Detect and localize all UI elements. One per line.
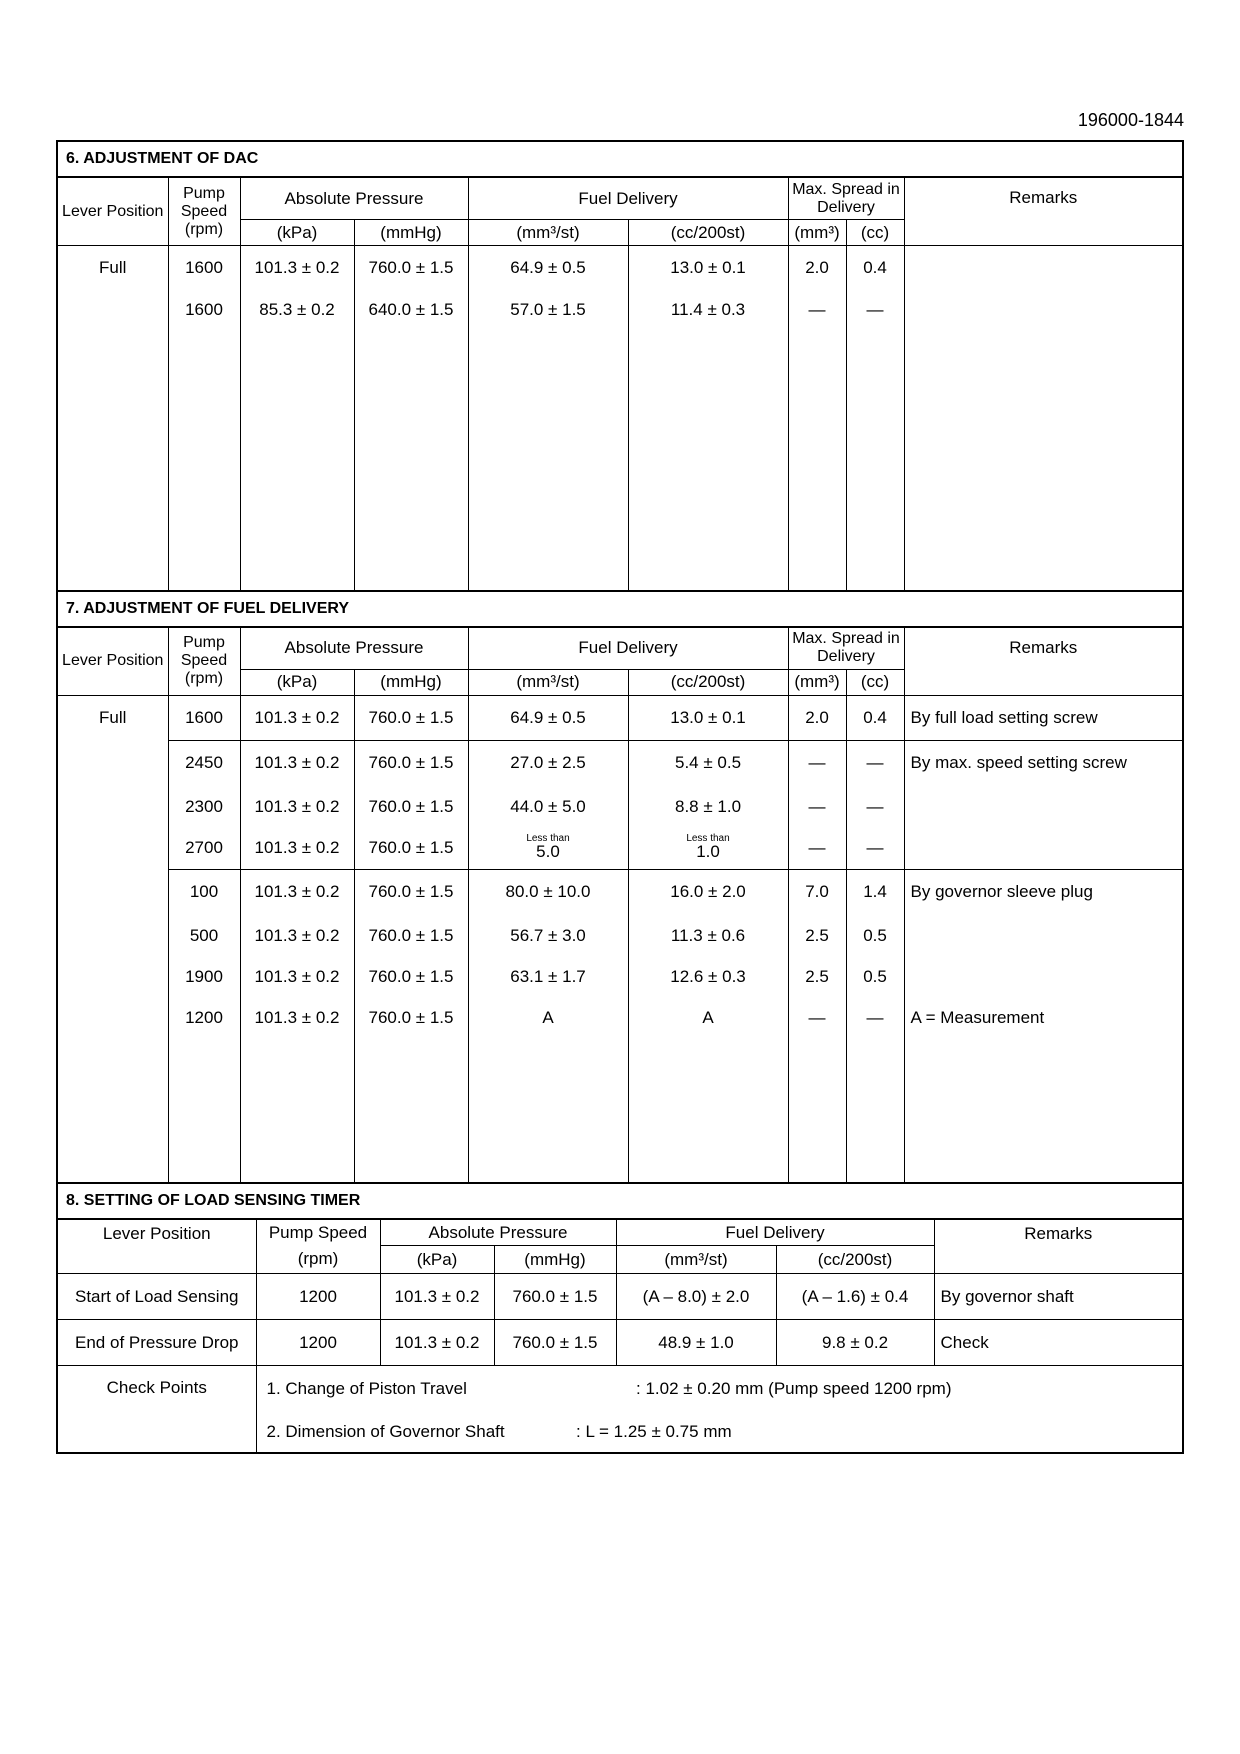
cell-remarks: By governor shaft <box>934 1274 1182 1320</box>
cell-cc: 12.6 ± 0.3 <box>628 956 788 997</box>
cell-remarks <box>904 786 1182 827</box>
cell-kpa: 101.3 ± 0.2 <box>240 827 354 869</box>
cell-speed: 2700 <box>168 827 240 869</box>
cell-cc: 11.4 ± 0.3 <box>628 290 788 330</box>
cell-mm3: A <box>468 997 628 1038</box>
cell-speed: 500 <box>168 915 240 956</box>
check-point-value: : 1.02 ± 0.20 mm (Pump speed 1200 rpm) <box>616 1366 1182 1412</box>
cell-speed: 1600 <box>168 290 240 330</box>
table-row <box>58 869 1182 915</box>
cell-spread-mm3: — <box>788 786 846 827</box>
header-cc-200st: (cc/200st) <box>628 669 788 695</box>
cell-mm3: Less than 5.0 <box>468 827 628 869</box>
cell-speed: 2450 <box>168 740 240 786</box>
header-cc-200st: (cc/200st) <box>628 220 788 246</box>
cell-spread-mm3: 2.5 <box>788 915 846 956</box>
table-row <box>58 997 1182 1038</box>
cell-spread-cc: — <box>846 997 904 1038</box>
header-kpa: (kPa) <box>380 1246 494 1274</box>
specification-sheet <box>56 140 1184 1454</box>
cell-kpa: 101.3 ± 0.2 <box>240 740 354 786</box>
cell-mm3: (A – 8.0) ± 2.0 <box>616 1274 776 1320</box>
cell-speed: 1600 <box>168 695 240 740</box>
cell-kpa: 85.3 ± 0.2 <box>240 290 354 330</box>
cell-cc: A <box>628 997 788 1038</box>
cell-kpa: 101.3 ± 0.2 <box>240 997 354 1038</box>
cell-kpa: 101.3 ± 0.2 <box>240 869 354 915</box>
cell-kpa: 101.3 ± 0.2 <box>240 956 354 997</box>
cell-cc: 11.3 ± 0.6 <box>628 915 788 956</box>
cell-mmhg: 640.0 ± 1.5 <box>354 290 468 330</box>
header-mmhg: (mmHg) <box>494 1246 616 1274</box>
table-row <box>58 1274 1182 1320</box>
table-row <box>58 740 1182 786</box>
cell-mm3: 64.9 ± 0.5 <box>468 246 628 290</box>
header-max-spread: Max. Spread in Delivery <box>788 178 904 220</box>
table-row <box>58 786 1182 827</box>
table-row <box>58 290 1182 330</box>
section-title-dac: 6. ADJUSTMENT OF DAC <box>58 142 1182 177</box>
cell-lever: Start of Load Sensing <box>58 1274 256 1320</box>
cell-cc: 13.0 ± 0.1 <box>628 695 788 740</box>
header-max-spread: Max. Spread in Delivery <box>788 627 904 669</box>
header-remarks: Remarks <box>934 1220 1182 1274</box>
table-row <box>58 246 1182 290</box>
cell-spread-cc: 0.4 <box>846 246 904 290</box>
header-cc: (cc) <box>846 669 904 695</box>
header-pump-speed: Pump Speed <box>256 1220 380 1246</box>
header-mmhg: (mmHg) <box>354 669 468 695</box>
check-point-row <box>58 1366 1182 1412</box>
cell-kpa: 101.3 ± 0.2 <box>380 1320 494 1366</box>
cell-cc: 16.0 ± 2.0 <box>628 869 788 915</box>
check-point-value: : L = 1.25 ± 0.75 mm <box>576 1421 732 1441</box>
cell-mmhg: 760.0 ± 1.5 <box>354 915 468 956</box>
header-mm3-st: (mm³/st) <box>468 669 628 695</box>
cell-spread-mm3: 7.0 <box>788 869 846 915</box>
cell-cc: 5.4 ± 0.5 <box>628 740 788 786</box>
header-cc: (cc) <box>846 220 904 246</box>
cell-mmhg: 760.0 ± 1.5 <box>354 695 468 740</box>
header-remarks: Remarks <box>904 178 1182 246</box>
header-remarks: Remarks <box>904 627 1182 695</box>
cell-speed: 1900 <box>168 956 240 997</box>
cell-remarks <box>904 290 1182 330</box>
header-pump-speed: Pump Speed (rpm) <box>168 178 240 246</box>
cell-remarks: Check <box>934 1320 1182 1366</box>
header-mm3-st: (mm³/st) <box>616 1246 776 1274</box>
cell-spread-mm3: 2.0 <box>788 246 846 290</box>
cell-mmhg: 760.0 ± 1.5 <box>354 740 468 786</box>
load-sensing-timer-table <box>58 1219 1182 1452</box>
cell-remarks <box>904 956 1182 997</box>
cell-cc: 8.8 ± 1.0 <box>628 786 788 827</box>
header-cc-200st: (cc/200st) <box>776 1246 934 1274</box>
header-absolute-pressure: Absolute Pressure <box>380 1220 616 1246</box>
header-lever-position: Lever Position <box>58 178 168 246</box>
header-lever-position: Lever Position <box>58 627 168 695</box>
cell-remarks: A = Measurement <box>904 997 1182 1038</box>
cell-speed: 1200 <box>168 997 240 1038</box>
cell-cc: Less than 1.0 <box>628 827 788 869</box>
cell-lever: Full <box>99 257 127 277</box>
header-lever-position: Lever Position <box>58 1220 256 1274</box>
dac-table <box>58 177 1182 590</box>
cell-mmhg: 760.0 ± 1.5 <box>494 1320 616 1366</box>
header-mmhg: (mmHg) <box>354 220 468 246</box>
cell-lever: Full <box>99 707 127 727</box>
cell-mm3: 80.0 ± 10.0 <box>468 869 628 915</box>
cell-spread-cc: 0.5 <box>846 956 904 997</box>
header-rpm: (rpm) <box>256 1246 380 1274</box>
cell-mm3: 27.0 ± 2.5 <box>468 740 628 786</box>
cell-speed: 100 <box>168 869 240 915</box>
header-fuel-delivery: Fuel Delivery <box>468 627 788 669</box>
cell-mmhg: 760.0 ± 1.5 <box>494 1274 616 1320</box>
section-dac <box>58 142 1182 592</box>
cell-mm3: 56.7 ± 3.0 <box>468 915 628 956</box>
cell-kpa: 101.3 ± 0.2 <box>380 1274 494 1320</box>
cell-cc: 13.0 ± 0.1 <box>628 246 788 290</box>
check-point-item: 1. Change of Piston Travel <box>256 1366 616 1412</box>
cell-mmhg: 760.0 ± 1.5 <box>354 246 468 290</box>
cell-cc: (A – 1.6) ± 0.4 <box>776 1274 934 1320</box>
table-row <box>58 1320 1182 1366</box>
cell-remarks <box>904 827 1182 869</box>
header-fuel-delivery: Fuel Delivery <box>616 1220 934 1246</box>
table-row <box>58 915 1182 956</box>
header-mm3: (mm³) <box>788 669 846 695</box>
cell-spread-mm3: — <box>788 997 846 1038</box>
fuel-delivery-table <box>58 627 1182 1183</box>
table-row <box>58 695 1182 740</box>
header-mm3-st: (mm³/st) <box>468 220 628 246</box>
cell-mm3: 57.0 ± 1.5 <box>468 290 628 330</box>
cell-spread-cc: 0.4 <box>846 695 904 740</box>
cell-spread-cc: — <box>846 786 904 827</box>
cell-kpa: 101.3 ± 0.2 <box>240 786 354 827</box>
header-kpa: (kPa) <box>240 220 354 246</box>
cell-mm3: 63.1 ± 1.7 <box>468 956 628 997</box>
cell-speed: 2300 <box>168 786 240 827</box>
header-kpa: (kPa) <box>240 669 354 695</box>
section-load-sensing-timer <box>58 1184 1182 1452</box>
cell-mm3: 48.9 ± 1.0 <box>616 1320 776 1366</box>
cell-spread-cc: 0.5 <box>846 915 904 956</box>
less-than-label: Less than <box>686 832 730 844</box>
cell-spread-cc: 1.4 <box>846 869 904 915</box>
cell-mm3: 44.0 ± 5.0 <box>468 786 628 827</box>
header-mm3: (mm³) <box>788 220 846 246</box>
cell-spread-mm3: — <box>788 290 846 330</box>
header-fuel-delivery: Fuel Delivery <box>468 178 788 220</box>
cell-mmhg: 760.0 ± 1.5 <box>354 869 468 915</box>
cell-spread-mm3: 2.0 <box>788 695 846 740</box>
header-pump-speed: Pump Speed (rpm) <box>168 627 240 695</box>
cell-lever <box>58 290 168 330</box>
cell-spread-cc: — <box>846 740 904 786</box>
cell-spread-mm3: 2.5 <box>788 956 846 997</box>
cell-spread-cc: — <box>846 827 904 869</box>
cell-speed: 1600 <box>168 246 240 290</box>
cell-kpa: 101.3 ± 0.2 <box>240 246 354 290</box>
header-absolute-pressure: Absolute Pressure <box>240 627 468 669</box>
cell-remarks: By full load setting screw <box>904 695 1182 740</box>
cell-speed: 1200 <box>256 1274 380 1320</box>
table-row <box>58 956 1182 997</box>
cell-lever: End of Pressure Drop <box>58 1320 256 1366</box>
cell-remarks: By governor sleeve plug <box>904 869 1182 915</box>
cell-spread-cc: — <box>846 290 904 330</box>
check-points-label: Check Points <box>58 1366 256 1452</box>
cell-cc: 9.8 ± 0.2 <box>776 1320 934 1366</box>
cell-mmhg: 760.0 ± 1.5 <box>354 827 468 869</box>
cell-remarks: By max. speed setting screw <box>904 740 1182 786</box>
check-point-item: 2. Dimension of Governor Shaft <box>256 1412 616 1452</box>
cell-speed: 1200 <box>256 1320 380 1366</box>
table-row-empty <box>58 1038 1182 1182</box>
cell-mmhg: 760.0 ± 1.5 <box>354 956 468 997</box>
document-number: 196000-1844 <box>1077 110 1184 130</box>
cell-mmhg: 760.0 ± 1.5 <box>354 786 468 827</box>
cell-spread-mm3: — <box>788 827 846 869</box>
cell-mm3: 64.9 ± 0.5 <box>468 695 628 740</box>
cell-remarks <box>904 246 1182 290</box>
table-row-empty <box>58 330 1182 590</box>
cell-kpa: 101.3 ± 0.2 <box>240 695 354 740</box>
cell-remarks <box>904 915 1182 956</box>
section-title-load-sensing-timer: 8. SETTING OF LOAD SENSING TIMER <box>58 1184 1182 1219</box>
header-absolute-pressure: Absolute Pressure <box>240 178 468 220</box>
less-than-label: Less than <box>526 832 570 844</box>
cell-spread-mm3: — <box>788 740 846 786</box>
section-title-fuel-delivery: 7. ADJUSTMENT OF FUEL DELIVERY <box>58 592 1182 627</box>
table-row <box>58 827 1182 869</box>
cell-mmhg: 760.0 ± 1.5 <box>354 997 468 1038</box>
section-fuel-delivery <box>58 592 1182 1185</box>
cell-kpa: 101.3 ± 0.2 <box>240 915 354 956</box>
